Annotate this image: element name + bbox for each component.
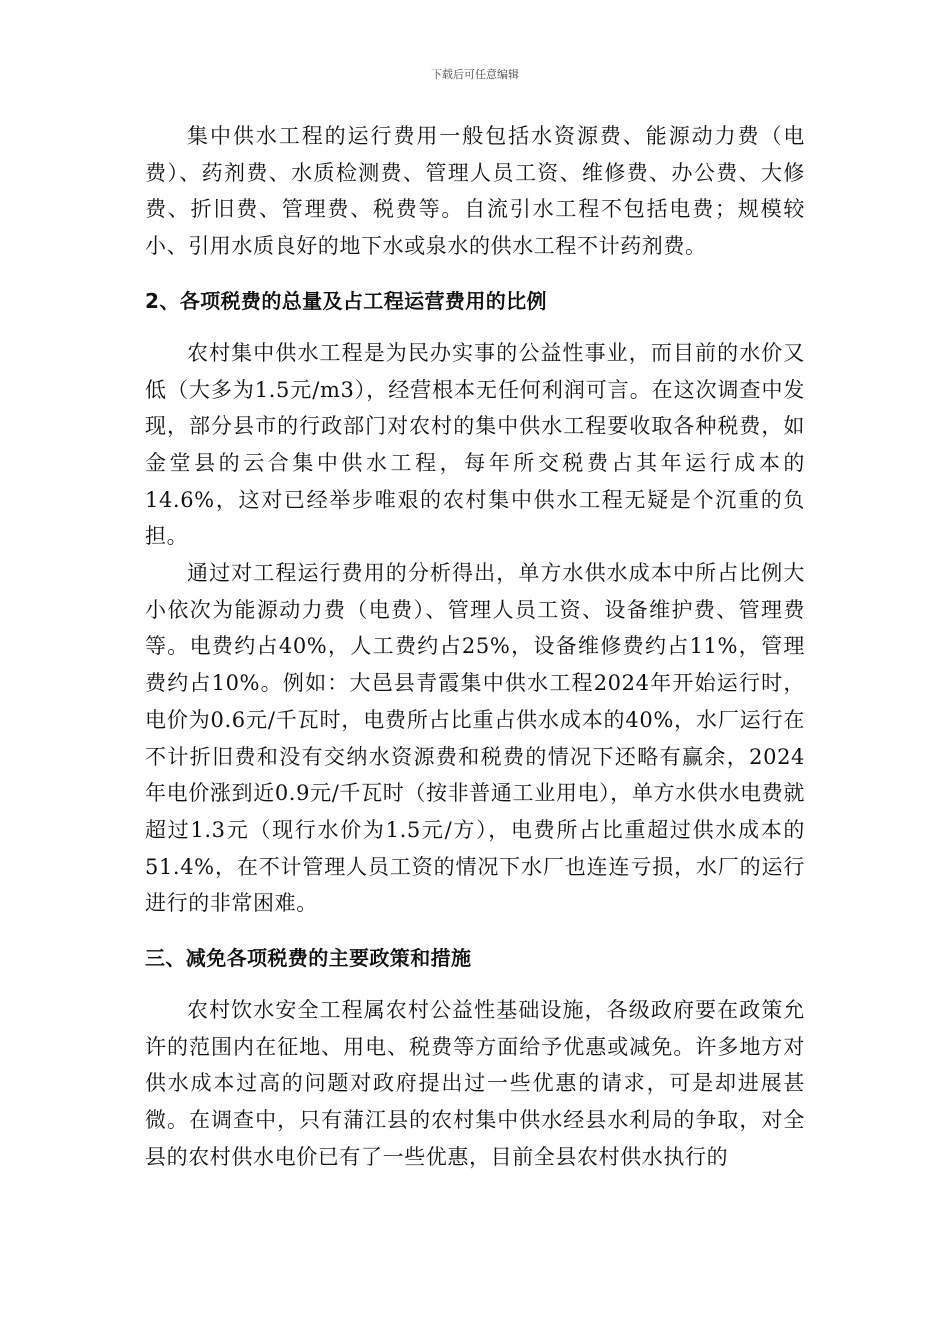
- spacer: [145, 319, 805, 335]
- section-heading-tax-ratio: 2、各项税费的总量及占工程运营费用的比例: [145, 288, 547, 313]
- paragraph-operating-costs: 集中供水工程的运行费用一般包括水资源费、能源动力费（电费）、药剂费、水质检测费、管理人员工资、维修费、办公费、大修费、折旧费、管理费、税费等。自流引水工程不包括电费；规模较小、引用水质良好的地下水或泉水的供水工程不计药剂费。: [145, 124, 805, 259]
- spacer: [145, 976, 805, 992]
- document-body: [145, 118, 805, 1176]
- paragraph-cost-analysis: 通过对工程运行费用的分析得出，单方水供水成本中所占比例大小依次为能源动力费（电费）、管理人员工资、设备维护费、管理费等。电费约占40%，人工费约占25%，设备维修费约占11%，管理费约占10%。例如：大邑县青霞集中供水工程2024年开始运行时，电价为0.6元/千瓦时，电费所占比重占供水成本的40%，水厂运行在不计折旧费和没有交纳水资源费和税费的情况下还略有赢余，2024年电价涨到近0.9元/千瓦时（按非普通工业用电），单方水供水电费就超过1.3元（现行水价为1.5元/方），电费所占比重超过供水成本的51.4%，在不计管理人员工资的情况下水厂也连连亏损，水厂的运行进行的非常困难。: [145, 561, 805, 916]
- paragraph-tax-burden: 农村集中供水工程是为民办实事的公益性事业，而目前的水价又低（大多为1.5元/m3），经营根本无任何利润可言。在这次调查中发现，部分县市的行政部门对农村的集中供水工程要收取各种税费，如金堂县的云合集中供水工程，每年所交税费占其年运行成本的14.6%，这对已经举步唯艰的农村集中供水工程无疑是个沉重的负担。: [145, 340, 805, 549]
- spacer: [145, 265, 805, 283]
- spacer: [145, 922, 805, 940]
- paragraph-policy-measures: 农村饮水安全工程属农村公益性基础设施，各级政府要在政策允许的范围内在征地、用电、税费等方面给予优惠或减免。许多地方对供水成本过高的问题对政府提出过一些优惠的请求，可是却进展甚微。在调查中，只有蒲江县的农村集中供水经县水利局的争取，对全县的农村供水电价已有了一些优惠，目前全县农村供水执行的: [145, 998, 805, 1169]
- header-note: 下载后可任意编辑: [431, 68, 519, 81]
- section-heading-tax-policies: 三、减免各项税费的主要政策和措施: [145, 946, 472, 971]
